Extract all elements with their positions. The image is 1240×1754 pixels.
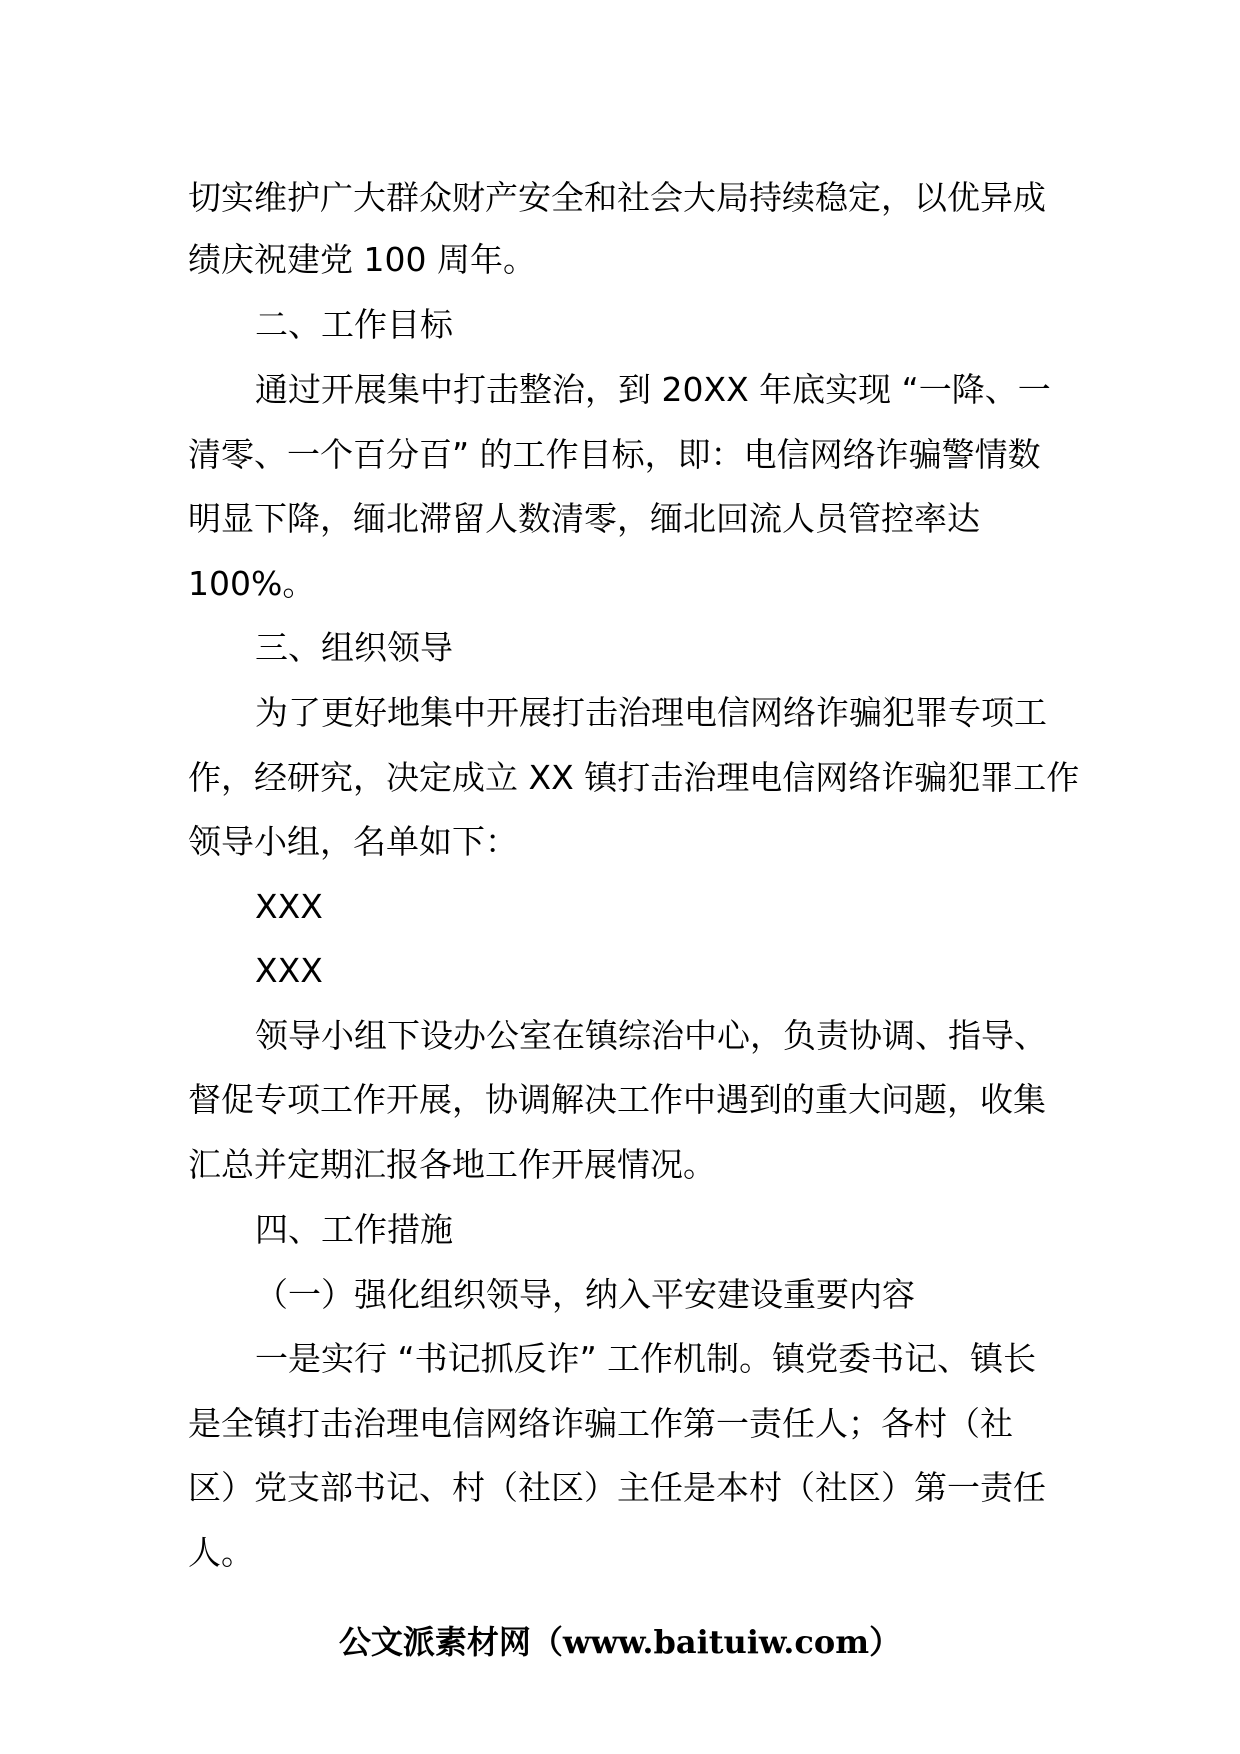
footer-watermark: 公文派素材网（www.baituiw.com） [338,1623,902,1661]
text-line-11: 领导小组，名单如下： [188,822,518,861]
text-line-4: 通过开展集中打击整治，到 20XX 年底实现 “一降、一 [255,370,1051,409]
text-line-10: 作，经研究，决定成立 XX 镇打击治理电信网络诈骗犯罪工作 [188,758,1080,797]
text-line-9: 为了更好地集中开展打击治理电信网络诈骗犯罪专项工 [255,693,1047,732]
text-line-22: 人。 [188,1533,254,1572]
text-line-2: 绩庆祝建党 100 周年。 [188,240,536,279]
text-line-20: 是全镇打击治理电信网络诈骗工作第一责任人；各村（社 [188,1404,1013,1443]
section-heading-2: 二、工作目标 [255,305,453,344]
section-heading-4: 四、工作措施 [255,1210,453,1249]
leader-name-2: XXX [255,951,323,990]
text-line-6: 明显下降，缅北滞留人数清零，缅北回流人员管控率达 [188,499,980,538]
text-line-5: 清零、一个百分百” 的工作目标，即：电信网络诈骗警情数 [188,435,1041,474]
text-line-21: 区）党支部书记、村（社区）主任是本村（社区）第一责任 [188,1468,1046,1507]
text-line-1: 切实维护广大群众财产安全和社会大局持续稳定，以优异成 [188,178,1046,217]
subsection-heading-1: （一）强化组织领导，纳入平安建设重要内容 [255,1275,915,1314]
text-line-15: 督促专项工作开展，协调解决工作中遇到的重大问题，收集 [188,1080,1046,1119]
section-heading-3: 三、组织领导 [255,628,453,667]
text-line-16: 汇总并定期汇报各地工作开展情况。 [188,1145,716,1184]
text-line-14: 领导小组下设办公室在镇综治中心，负责协调、指导、 [255,1016,1047,1055]
leader-name-1: XXX [255,887,323,926]
text-line-7: 100%。 [188,564,316,603]
text-line-19: 一是实行 “书记抓反诈” 工作机制。镇党委书记、镇长 [255,1339,1037,1378]
